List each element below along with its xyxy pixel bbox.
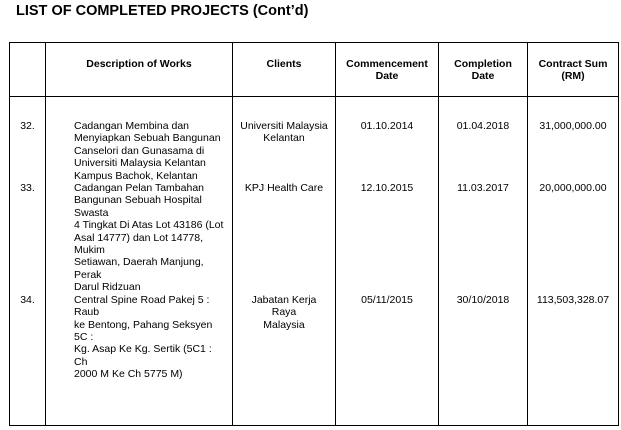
header-contract-sum: Contract Sum (RM) xyxy=(528,43,619,97)
table-header-row xyxy=(10,43,619,97)
commencement-date: 05/11/2015 xyxy=(336,294,439,426)
row-number: 32. xyxy=(10,97,46,183)
completion-date: 30/10/2018 xyxy=(439,294,528,426)
description-of-works: Cadangan Pelan Tambahan Bangunan Sebuah Hospital Swasta 4 Tingkat Di Atas Lot 43186 (Lot Asal 14777) dan Lot 14778, Mukim Setiawan, Daerah Manjung, Perak Darul Ridzuan xyxy=(46,182,233,294)
commencement-date: 12.10.2015 xyxy=(336,182,439,294)
row-number: 34. xyxy=(10,294,46,426)
projects-table xyxy=(9,42,619,426)
header-commencement-date: Commencement Date xyxy=(336,43,439,97)
page-title: LIST OF COMPLETED PROJECTS (Cont’d) xyxy=(16,3,309,19)
completion-date: 11.03.2017 xyxy=(439,182,528,294)
header-no xyxy=(10,43,46,97)
contract-sum: 113,503,328.07 xyxy=(528,294,619,426)
completion-date: 01.04.2018 xyxy=(439,97,528,183)
table-row xyxy=(10,294,619,426)
commencement-date: 01.10.2014 xyxy=(336,97,439,183)
contract-sum: 20,000,000.00 xyxy=(528,182,619,294)
client-name: KPJ Health Care xyxy=(233,182,336,294)
row-number: 33. xyxy=(10,182,46,294)
contract-sum: 31,000,000.00 xyxy=(528,97,619,183)
table-row xyxy=(10,182,619,294)
header-clients: Clients xyxy=(233,43,336,97)
client-name: Universiti Malaysia Kelantan xyxy=(233,97,336,183)
header-description: Description of Works xyxy=(46,43,233,97)
description-of-works: Cadangan Membina dan Menyiapkan Sebuah Bangunan Canselori dan Gunasama di Universiti Malaysia Kelantan Kampus Bachok, Kelantan xyxy=(46,97,233,183)
header-completion-date: Completion Date xyxy=(439,43,528,97)
description-of-works: Central Spine Road Pakej 5 : Raub ke Bentong, Pahang Seksyen 5C : Kg. Asap Ke Kg. Sertik (5C1 : Ch 2000 M Ke Ch 5775 M) xyxy=(46,294,233,426)
client-name: Jabatan Kerja Raya Malaysia xyxy=(233,294,336,426)
table-row xyxy=(10,97,619,183)
